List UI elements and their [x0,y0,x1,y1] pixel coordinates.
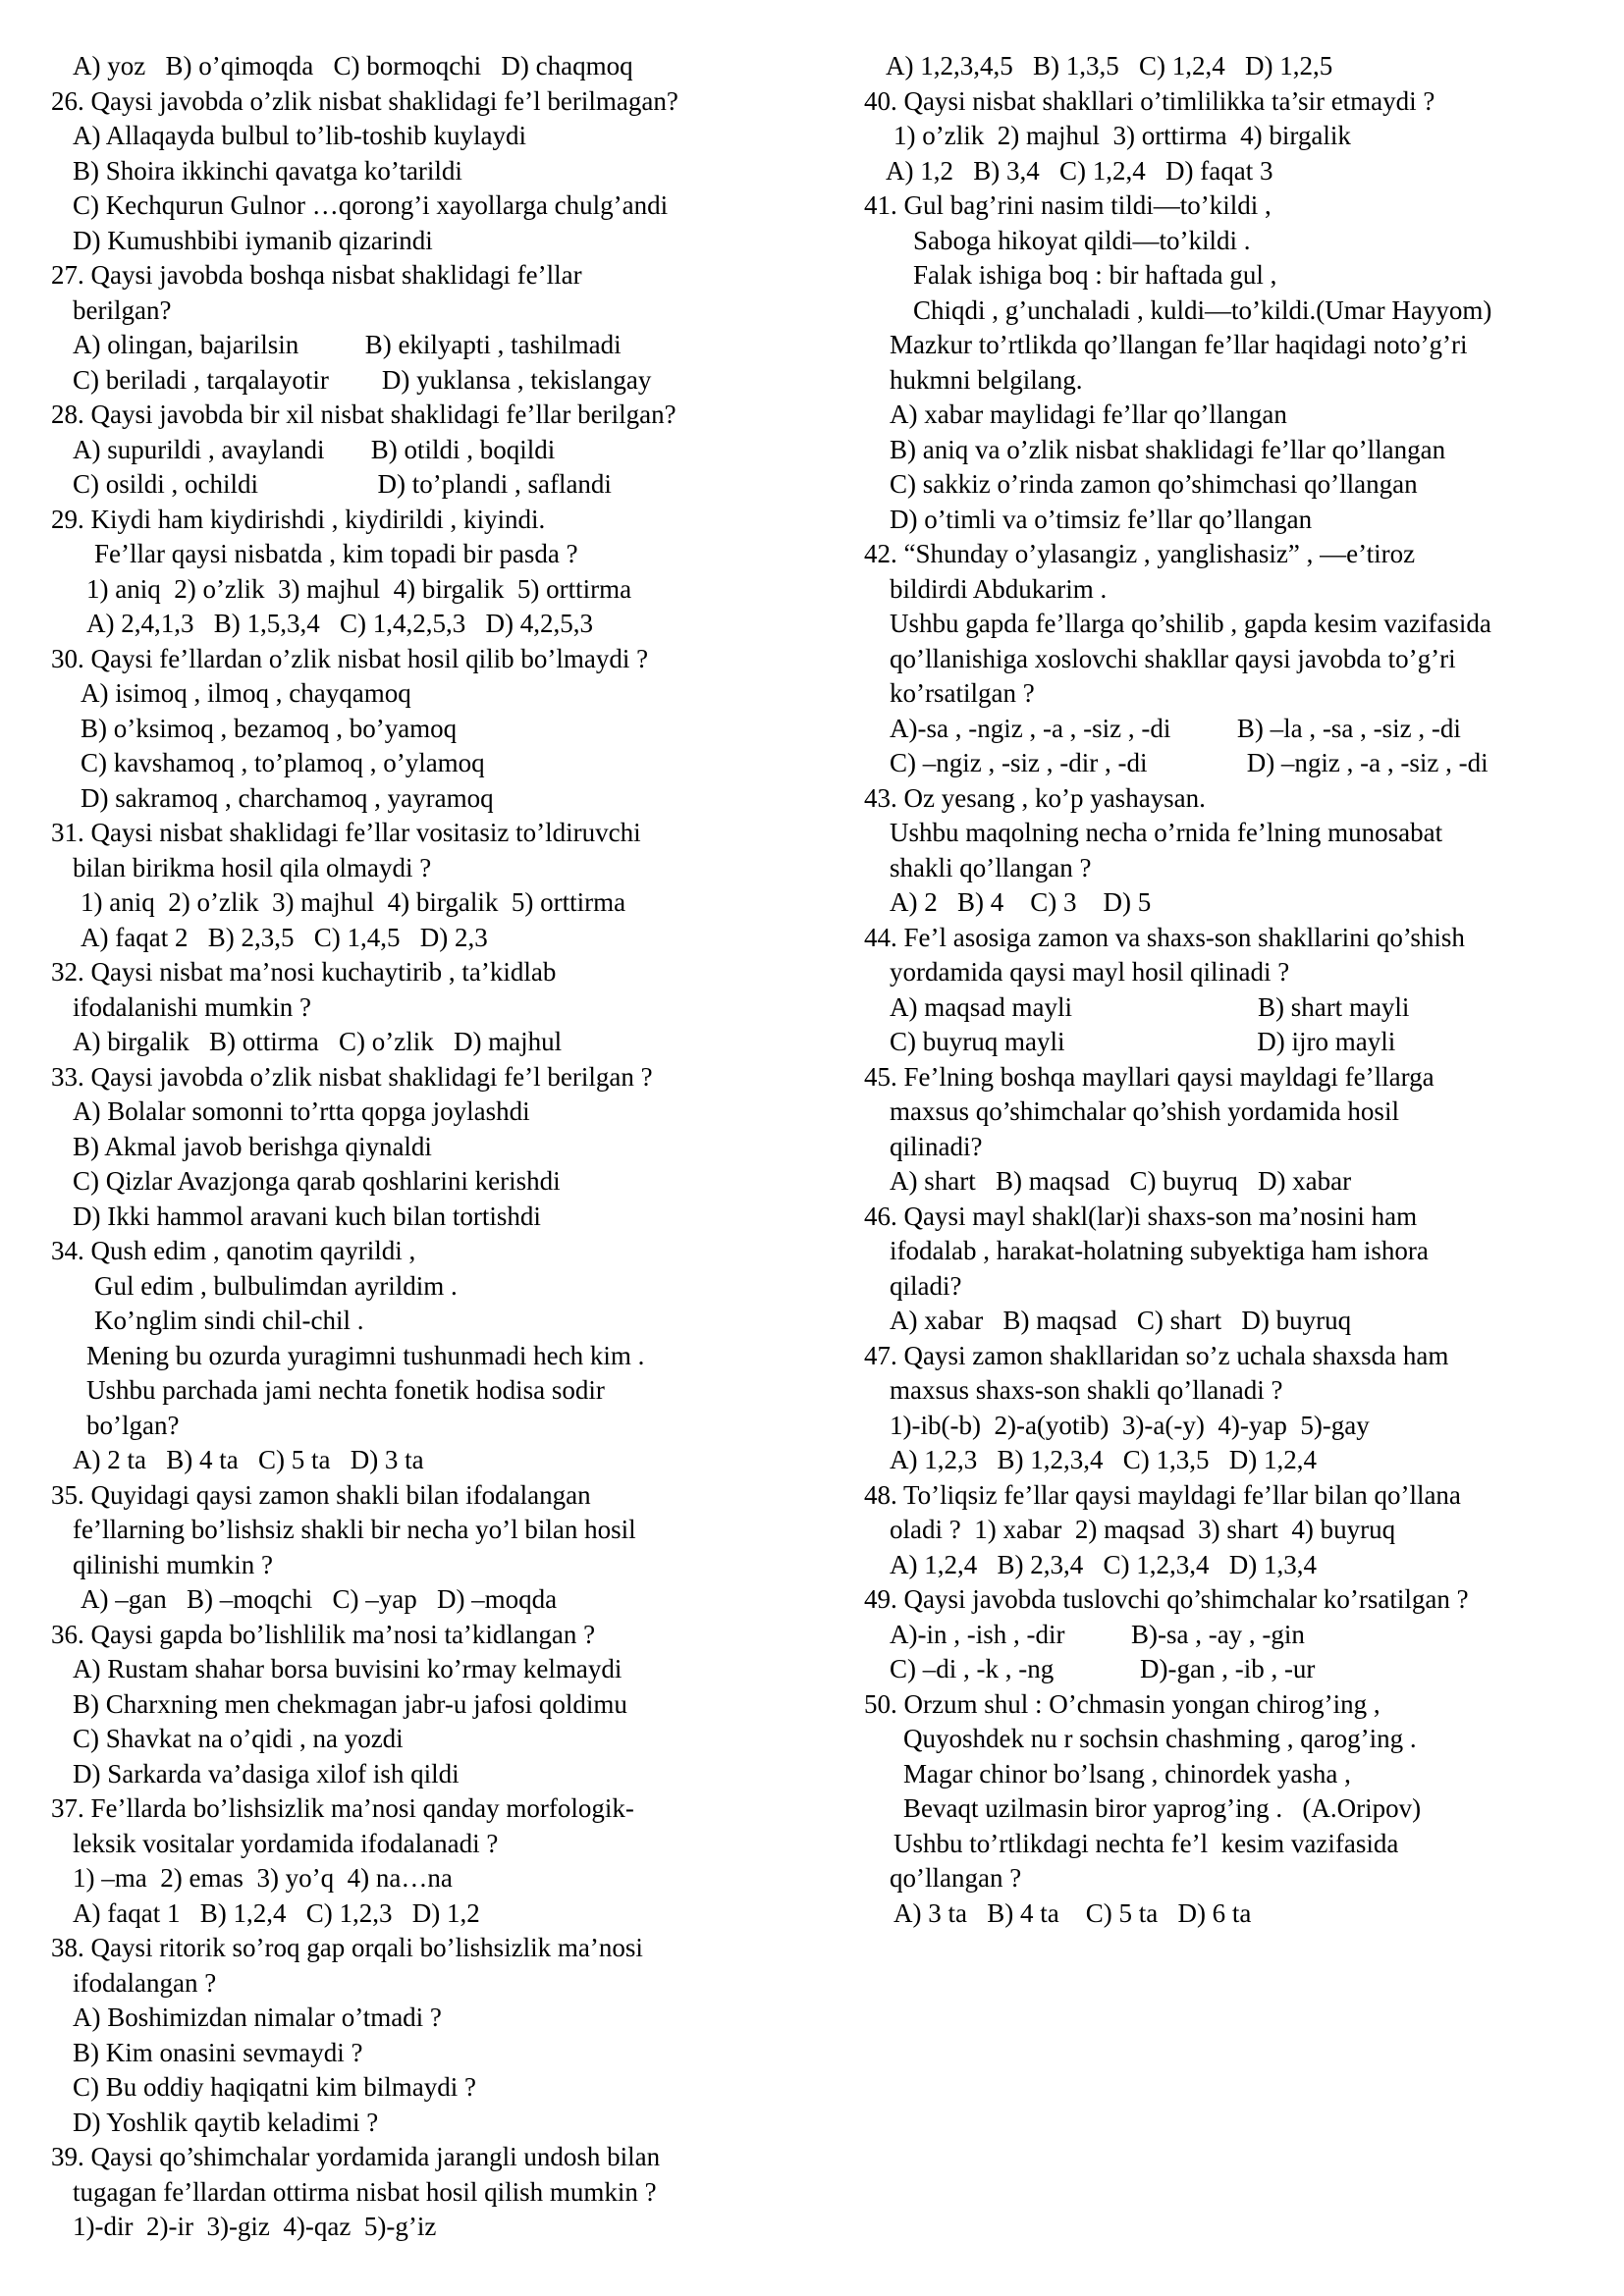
text-line: qo’llangan ? [890,1863,1022,1893]
text-line: hukmni belgilang. [890,364,1083,395]
text-line: 48. To’liqsiz fe’llar qaysi mayldagi fe’llar bilan qo’llana [864,1479,1461,1510]
right-column [864,49,1591,1931]
text-line: 43. Oz yesang , ko’p yashaysan. [864,782,1206,813]
text-line: C) Qizlar Avazjonga qarab qoshlarini kerishdi [73,1166,561,1196]
text-line: Fe’llar qaysi nisbatda , kim topadi bir pasda ? [94,539,578,568]
text-line: oladi ? 1) xabar 2) maqsad 3) shart 4) buyruq [890,1515,1396,1544]
text-line: A)-sa , -ngiz , -a , -siz , -di B) –la , -sa , -siz , -di [890,713,1461,743]
text-line: 44. Fe’l asosiga zamon va shaxs-son shakllarini qo’shish [864,922,1465,952]
text-line: D) sakramoq , charchamoq , yayramoq [81,782,494,813]
text-line: Ko’nglim sindi chil-chil . [94,1306,364,1335]
text-line: C) Kechqurun Gulnor …qorong’i xayollarga chulg’andi [73,190,669,220]
text-line: 32. Qaysi nisbat ma’nosi kuchaytirib , ta’kidlab [51,957,557,987]
text-line: 1)-ib(-b) 2)-a(yotib) 3)-a(-y) 4)-yap 5)-gay [890,1410,1370,1440]
text-line: 50. Orzum shul : O’chmasin yongan chirog’ing , [864,1688,1380,1719]
text-line: A) birgalik B) ottirma C) o’zlik D) majhul [73,1027,563,1056]
text-line: B) Shoira ikkinchi qavatga ko’tarildi [73,155,462,186]
text-line: B) Kim onasini sevmaydi ? [73,2037,363,2067]
text-line: 42. “Shunday o’ylasangiz , yanglishasiz” , —e’tiroz [864,539,1416,568]
text-line: 27. Qaysi javobda boshqa nisbat shaklidagi fe’llar [51,260,582,290]
text-line: Mening bu ozurda yuragimni tushunmadi hech kim . [86,1340,645,1370]
text-line: maxsus shaxs-son shakli qo’llanadi ? [890,1375,1283,1405]
text-line: maxsus qo’shimchalar qo’shish yordamida hosil [890,1096,1399,1126]
text-line: C) Bu oddiy haqiqatni kim bilmaydi ? [73,2072,476,2102]
text-line: 36. Qaysi gapda bo’lishlilik ma’nosi ta’kidlangan ? [51,1619,596,1649]
text-line: 45. Fe’lning boshqa mayllari qaysi mayldagi fe’llarga [864,1061,1435,1092]
text-line: yordamida qaysi mayl hosil qilinadi ? [890,957,1290,987]
text-line: A) –gan B) –moqchi C) –yap D) –moqda [81,1584,558,1614]
text-line: C) –di , -k , -ng D)-gan , -ib , -ur [890,1654,1316,1683]
text-line: 46. Qaysi mayl shakl(lar)i shaxs-son ma’nosini ham [864,1201,1418,1231]
text-line: D) Yoshlik qaytib keladimi ? [73,2107,379,2137]
text-line: bildirdi Abdukarim . [890,573,1108,604]
text-line: A) shart B) maqsad C) buyruq D) xabar [890,1166,1352,1196]
text-line: Ushbu gapda fe’llarga qo’shilib , gapda kesim vazifasida [890,609,1491,638]
text-line: A) Rustam shahar borsa buvisini ko’rmay kelmaydi [73,1654,623,1683]
text-line: tugagan fe’llardan ottirma nisbat hosil qilish mumkin ? [73,2176,657,2207]
text-line: C) sakkiz o’rinda zamon qo’shimchasi qo’llangan [890,469,1418,499]
text-line: C) kavshamoq , to’plamoq , o’ylamoq [81,748,485,777]
text-line: Saboga hikoyat qildi—to’kildi . [913,225,1251,255]
text-line: D) Sarkarda va’dasiga xilof ish qildi [73,1758,460,1789]
text-line: 38. Qaysi ritorik so’roq gap orqali bo’lishsizlik ma’nosi [51,1933,643,1962]
text-line: ifodalanishi mumkin ? [73,991,311,1022]
text-line: B) Charxning men chekmagan jabr-u jafosi qoldimu [73,1688,627,1719]
text-line: A) isimoq , ilmoq , chayqamoq [81,678,411,708]
text-line: 1)-dir 2)-ir 3)-giz 4)-qaz 5)-g’iz [73,2212,437,2241]
text-line: 1) o’zlik 2) majhul 3) orttirma 4) birgalik [893,121,1351,150]
text-line: Ushbu maqolning necha o’rnida fe’lning munosabat [890,818,1443,847]
text-line: A) 1,2 B) 3,4 C) 1,2,4 D) faqat 3 [886,155,1273,186]
text-line: 28. Qaysi javobda bir xil nisbat shaklidagi fe’llar berilgan? [51,400,677,429]
text-line: B) o’ksimoq , bezamoq , bo’yamoq [81,713,458,743]
text-line: B) aniq va o’zlik nisbat shaklidagi fe’llar qo’llangan [890,434,1446,464]
text-line: Ushbu parchada jami nechta fonetik hodisa sodir [86,1375,605,1405]
text-line: 40. Qaysi nisbat shakllari o’timlilikka ta’sir etmaydi ? [864,85,1435,116]
text-line: D) Ikki hammol aravani kuch bilan tortishdi [73,1201,541,1231]
text-line: 41. Gul bag’rini nasim tildi—to’kildi , [864,190,1272,220]
text-line: A) Boshimizdan nimalar o’tmadi ? [73,2002,442,2032]
text-line: Bevaqt uzilmasin biror yaprog’ing . (A.Oripov) [903,1793,1422,1823]
text-line: ifodalab , harakat-holatning subyektiga ham ishora [890,1236,1429,1265]
text-line: bo’lgan? [86,1410,180,1440]
text-line: A) xabar B) maqsad C) shart D) buyruq [890,1306,1352,1335]
text-line: Gul edim , bulbulimdan ayrildim . [94,1270,458,1301]
text-line: C) beriladi , tarqalayotir D) yuklansa , tekislangay [73,364,652,395]
text-line: qiladi? [890,1270,962,1301]
text-line: A) yoz B) o’qimoqda C) bormoqchi D) chaqmoq [73,51,633,80]
text-line: 1) –ma 2) emas 3) yo’q 4) na…na [73,1863,453,1893]
text-line: D) Kumushbibi iymanib qizarindi [73,225,433,255]
text-line: 49. Qaysi javobda tuslovchi qo’shimchalar ko’rsatilgan ? [864,1584,1469,1614]
text-line: A) Allaqayda bulbul to’lib-toshib kuylaydi [73,121,526,150]
text-line: A) Bolalar somonni to’rtta qopga joylashdi [73,1096,530,1126]
text-line: qilinadi? [890,1131,983,1161]
text-line: A) faqat 2 B) 2,3,5 C) 1,4,5 D) 2,3 [81,922,488,952]
text-line: bilan birikma hosil qila olmaydi ? [73,852,432,882]
text-line: A) 3 ta B) 4 ta C) 5 ta D) 6 ta [893,1897,1252,1928]
text-line: A) faqat 1 B) 1,2,4 C) 1,2,3 D) 1,2 [73,1897,480,1928]
text-line: Mazkur to’rtlikda qo’llangan fe’llar haqidagi noto’g’ri [890,330,1468,359]
text-line: A) 1,2,3,4,5 B) 1,3,5 C) 1,2,4 D) 1,2,5 [886,51,1333,80]
text-line: A) 2 B) 4 C) 3 D) 5 [890,887,1152,917]
text-line: shakli qo’llangan ? [890,852,1092,882]
text-line: A) xabar maylidagi fe’llar qo’llangan [890,400,1287,429]
text-line: qilinishi mumkin ? [73,1549,274,1579]
text-line: fe’llarning bo’lishsiz shakli bir necha yo’l bilan hosil [73,1515,636,1544]
text-line: 29. Kiydi ham kiydirishdi , kiydirildi , kiyindi. [51,504,546,534]
text-line: berilgan? [73,294,172,325]
text-line: D) o’timli va o’timsiz fe’llar qo’llangan [890,504,1313,534]
text-line: A) 2 ta B) 4 ta C) 5 ta D) 3 ta [73,1445,424,1474]
text-line: 1) aniq 2) o’zlik 3) majhul 4) birgalik 5) orttirma [86,573,632,604]
text-line: Magar chinor bo’lsang , chinordek yasha , [903,1758,1351,1789]
text-line: 39. Qaysi qo’shimchalar yordamida jarangli undosh bilan [51,2142,661,2171]
text-line: 37. Fe’llarda bo’lishsizlik ma’nosi qanday morfologik- [51,1793,634,1823]
left-column [51,49,807,2245]
text-line: C) buyruq mayli D) ijro mayli [890,1027,1396,1056]
text-line: A) supurildi , avaylandi B) otildi , boqildi [73,434,556,464]
text-line: A) maqsad mayli B) shart mayli [890,991,1410,1022]
text-line: B) Akmal javob berishga qiynaldi [73,1131,432,1161]
text-line: A)-in , -ish , -dir B)-sa , -ay , -gin [890,1619,1305,1649]
text-line: A) 1,2,3 B) 1,2,3,4 C) 1,3,5 D) 1,2,4 [890,1445,1317,1474]
text-line: 31. Qaysi nisbat shaklidagi fe’llar vositasiz to’ldiruvchi [51,818,641,847]
text-line: 1) aniq 2) o’zlik 3) majhul 4) birgalik 5) orttirma [81,887,626,917]
text-line: 30. Qaysi fe’llardan o’zlik nisbat hosil qilib bo’lmaydi ? [51,643,649,673]
text-line: ko’rsatilgan ? [890,678,1035,708]
text-line: A) olingan, bajarilsin B) ekilyapti , tashilmadi [73,330,622,359]
text-line: qo’llanishiga xoslovchi shakllar qaysi javobda to’g’ri [890,643,1456,673]
text-line: 34. Qush edim , qanotim qayrildi , [51,1236,416,1265]
text-line: A) 1,2,4 B) 2,3,4 C) 1,2,3,4 D) 1,3,4 [890,1549,1317,1579]
text-line: 33. Qaysi javobda o’zlik nisbat shaklidagi fe’l berilgan ? [51,1061,653,1092]
text-line: leksik vositalar yordamida ifodalanadi ? [73,1828,499,1858]
text-line: 35. Quyidagi qaysi zamon shakli bilan ifodalangan [51,1479,591,1510]
text-line: Falak ishiga boq : bir haftada gul , [913,260,1277,290]
text-line: 26. Qaysi javobda o’zlik nisbat shaklidagi fe’l berilmagan? [51,85,678,116]
text-line: A) 2,4,1,3 B) 1,5,3,4 C) 1,4,2,5,3 D) 4,2,5,3 [86,609,593,638]
text-line: C) –ngiz , -siz , -dir , -di D) –ngiz , -a , -siz , -di [890,748,1489,777]
text-line: 47. Qaysi zamon shakllaridan so’z uchala shaxsda ham [864,1340,1449,1370]
text-line: C) osildi , ochildi D) to’plandi , saflandi [73,469,612,499]
text-line: C) Shavkat na o’qidi , na yozdi [73,1724,404,1753]
text-line: Ushbu to’rtlikdagi nechta fe’l kesim vazifasida [893,1828,1399,1858]
text-line: Chiqdi , g’unchaladi , kuldi—to’kildi.(Umar Hayyom) [913,294,1492,325]
text-line: ifodalangan ? [73,1967,217,1998]
text-line: Quyoshdek nu r sochsin chashming , qarog’ing . [903,1724,1417,1753]
